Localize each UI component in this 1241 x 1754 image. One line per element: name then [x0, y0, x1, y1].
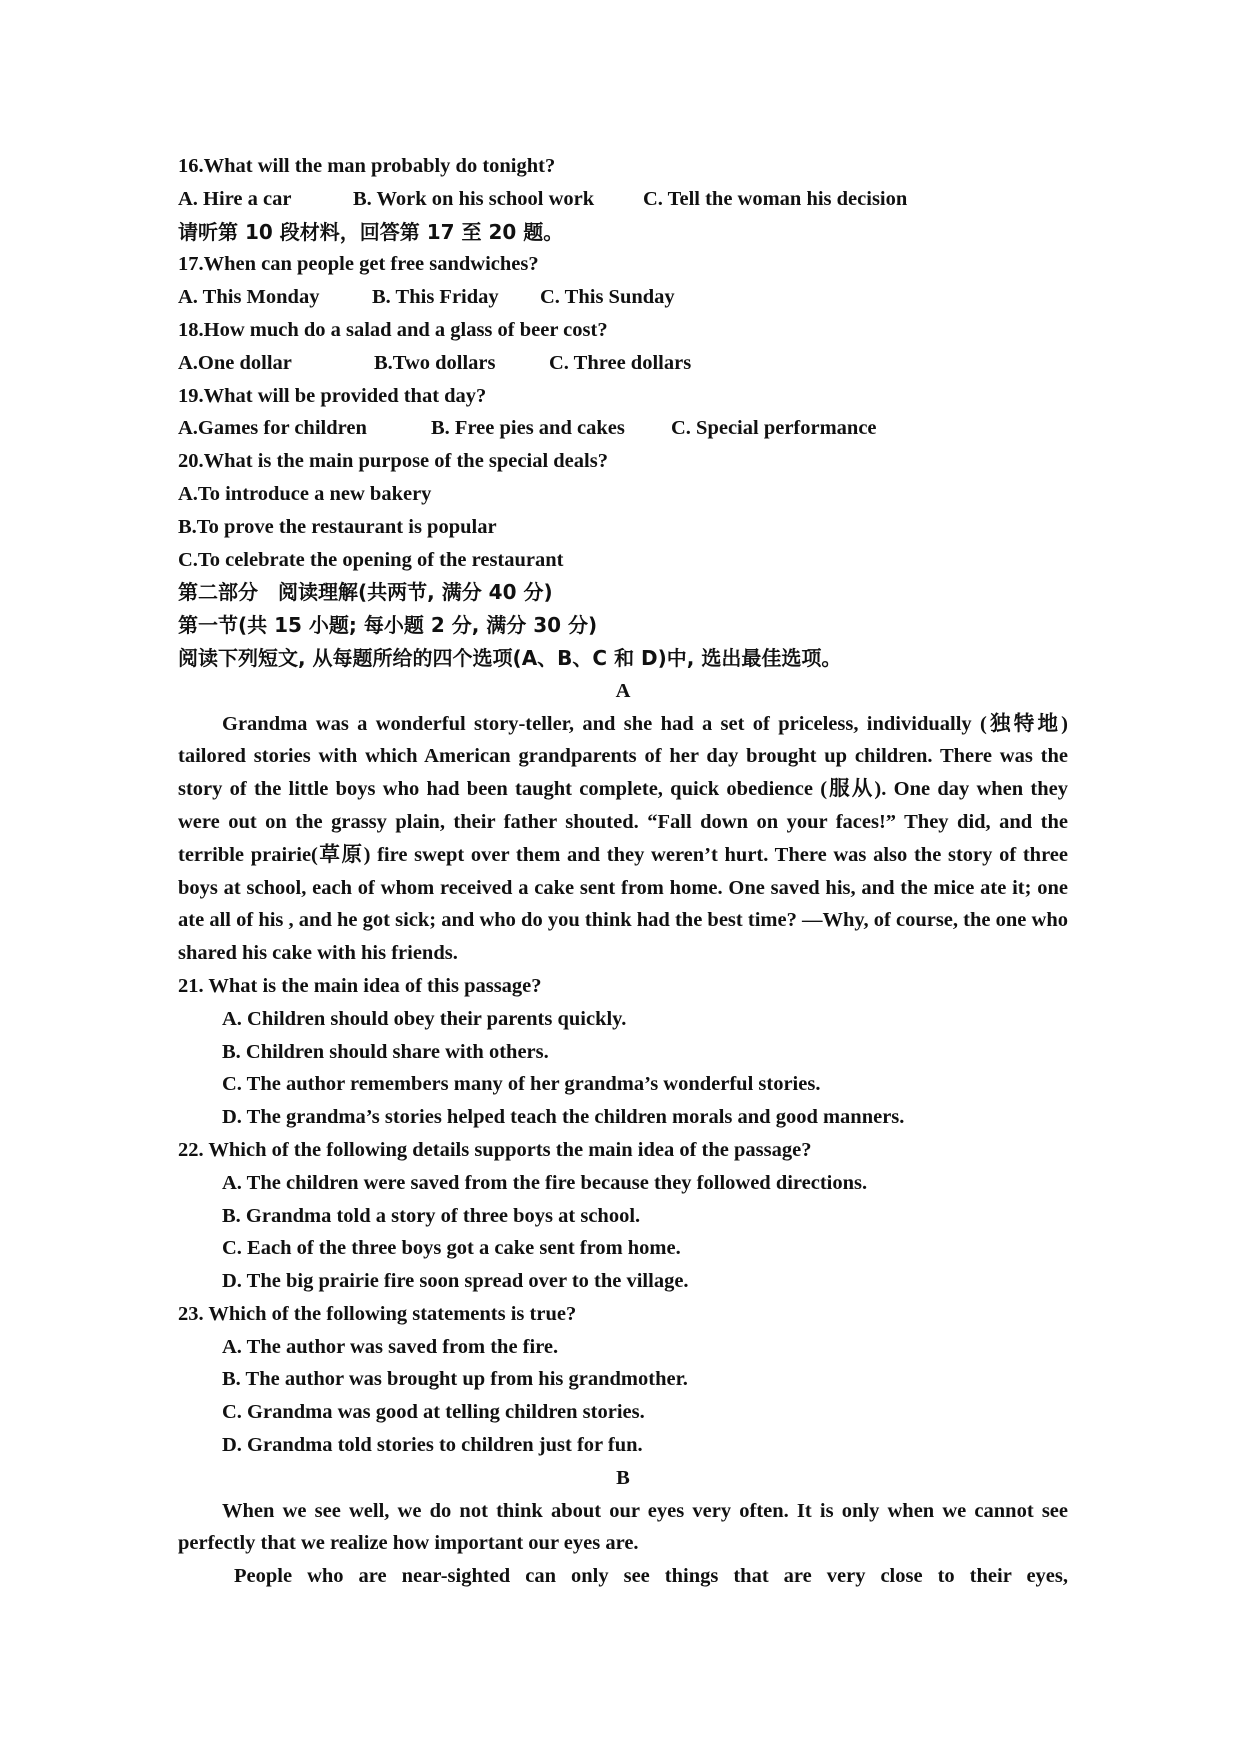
- option-c: C. This Sunday: [540, 286, 675, 309]
- option-b: B. Children should share with others.: [222, 1040, 549, 1063]
- passage-b-label: B: [616, 1466, 630, 1489]
- option-c: C. Special performance: [671, 417, 877, 440]
- passage-b-paragraph-2: People who are near-sighted can only see things that are very close to their eyes,: [234, 1565, 1068, 1588]
- option-c: C. Three dollars: [549, 351, 692, 374]
- question-18-options: [178, 347, 1068, 380]
- option-a: A. This Monday: [178, 286, 320, 309]
- option-a: A. The children were saved from the fire because they followed directions.: [222, 1171, 868, 1194]
- question-21-stem: 21. What is the main idea of this passage?: [178, 974, 542, 997]
- option-a: A. Children should obey their parents quickly.: [222, 1007, 627, 1030]
- question-23-stem: 23. Which of the following statements is true?: [178, 1302, 577, 1325]
- option-b: B. Free pies and cakes: [431, 417, 625, 440]
- passage-a-label: A: [615, 679, 631, 702]
- option-c: C. The author remembers many of her grandma’s wonderful stories.: [222, 1073, 821, 1096]
- option-b: B. This Friday: [372, 286, 499, 309]
- option-c: C. Tell the woman his decision: [643, 187, 908, 210]
- option-a: A.To introduce a new bakery: [178, 482, 432, 505]
- option-a: A. The author was saved from the fire.: [222, 1335, 559, 1358]
- option-c: C.To celebrate the opening of the restaurant: [178, 548, 564, 571]
- option-b: B.Two dollars: [374, 351, 496, 374]
- question-19-options: [178, 412, 1068, 445]
- option-b: B. Work on his school work: [353, 187, 595, 210]
- reading-instruction: 阅读下列短文, 从每题所给的四个选项(A、B、C 和 D)中, 选出最佳选项。: [178, 645, 842, 670]
- option-b: B. Grandma told a story of three boys at school.: [222, 1204, 641, 1227]
- question-19-stem: 19.What will be provided that day?: [178, 384, 487, 407]
- exam-page: [178, 150, 1068, 1593]
- option-b: B.To prove the restaurant is popular: [178, 515, 497, 538]
- option-d: D. The grandma’s stories helped teach the children morals and good manners.: [222, 1106, 905, 1129]
- option-a: A.One dollar: [178, 351, 292, 374]
- question-20-stem: 20.What is the main purpose of the special deals?: [178, 450, 608, 473]
- question-18-stem: 18.How much do a salad and a glass of beer cost?: [178, 318, 608, 341]
- passage-a-text: Grandma was a wonderful story-teller, and she had a set of priceless, individually (独特地) tailored stories with which American grandparents of her day brought up children. There was the story of the little boys who had been taught complete, quick obedience (服从). One day when they were out on the grassy plain, their father shouted. “Fall down on your faces!” They did, and the terrible prairie(草原) fire swept over them and they weren’t hurt. There was also the story of three boys at school, each of whom received a cake sent from home. One saved his, and the mice ate it; one ate all of his , and he got sick; and who do you think had the best time? —Why, of course, the one who shared his cake with his friends.: [178, 712, 1068, 965]
- option-a: A. Hire a car: [178, 187, 292, 210]
- passage-b-paragraph-1: When we see well, we do not think about our eyes very often. It is only when we cannot see perfectly that we realize how important our eyes are.: [178, 1499, 1068, 1555]
- option-d: D. Grandma told stories to children just for fun.: [222, 1434, 643, 1457]
- question-22-stem: 22. Which of the following details supports the main idea of the passage?: [178, 1138, 812, 1161]
- option-d: D. The big prairie fire soon spread over to the village.: [222, 1270, 689, 1293]
- question-17-stem: 17.When can people get free sandwiches?: [178, 253, 539, 276]
- part2-heading: 第二部分 阅读理解(共两节, 满分 40 分): [178, 580, 553, 605]
- question-16-stem: 16.What will the man probably do tonight?: [178, 155, 556, 177]
- option-c: C. Each of the three boys got a cake sent from home.: [222, 1237, 681, 1260]
- question-17-options: [178, 281, 1068, 314]
- option-a: A.Games for children: [178, 417, 367, 440]
- section1-heading: 第一节(共 15 小题; 每小题 2 分, 满分 30 分): [178, 613, 598, 638]
- question-16-options: [178, 183, 1068, 216]
- section-10-instruction: 请听第 10 段材料，回答第 17 至 20 题。: [178, 219, 564, 244]
- option-b: B. The author was brought up from his grandmother.: [222, 1368, 688, 1391]
- option-c: C. Grandma was good at telling children stories.: [222, 1401, 645, 1424]
